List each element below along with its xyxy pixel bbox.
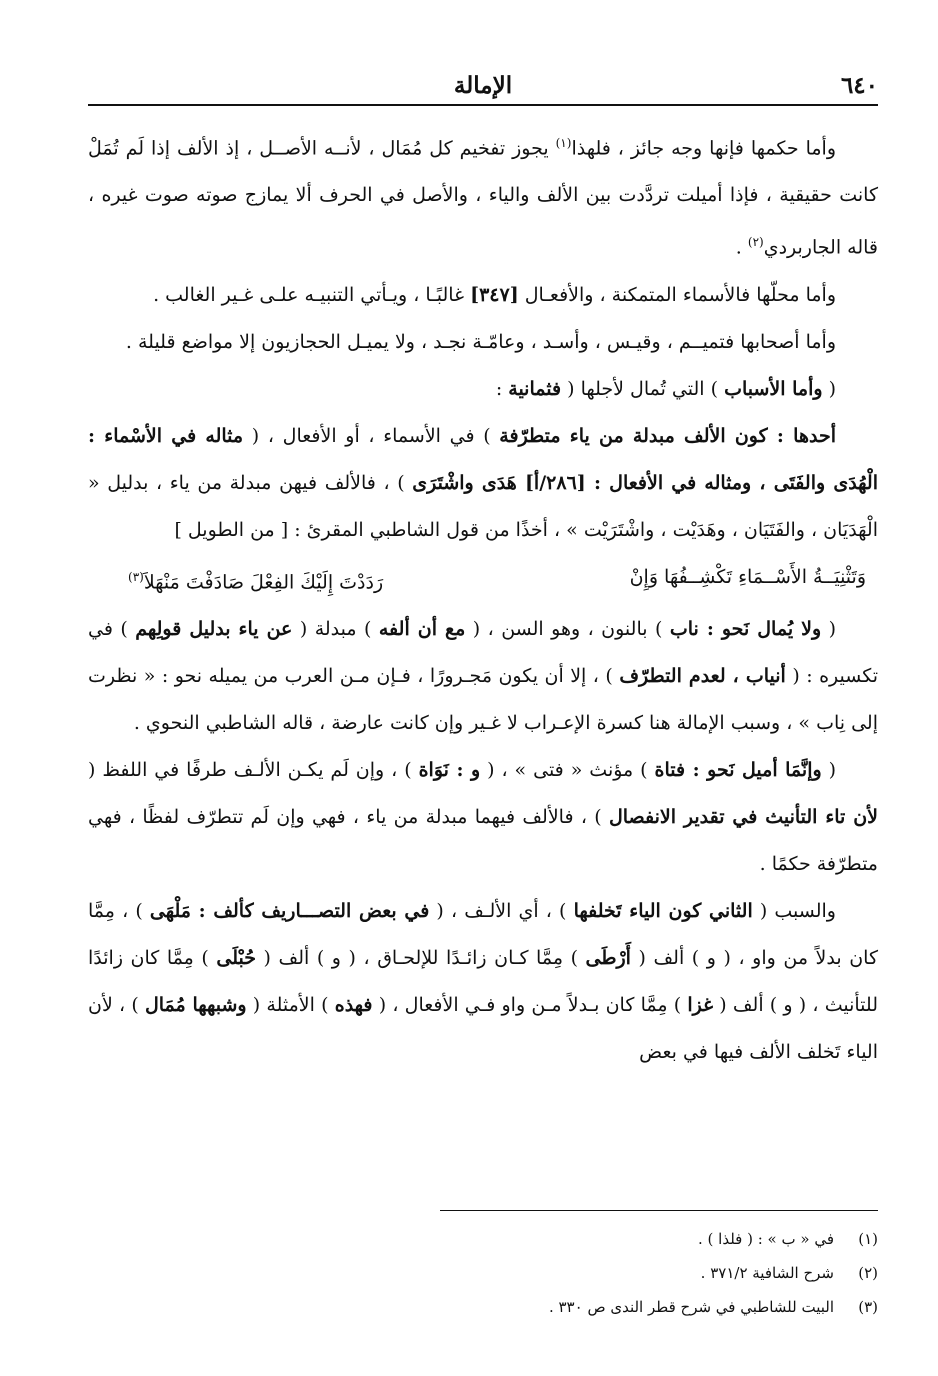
poem-hemistich-second — [128, 554, 383, 606]
poem-hemistich-first: وَتَثْنِيَــةُ الأَسْــمَاءِ تَكْشِــفُهَا وَإِنْ — [629, 565, 866, 588]
text-segment: ) ، لأن الياء تَخلف الألف فيها في بعض — [88, 993, 878, 1063]
main-text — [88, 120, 878, 1076]
page-header — [88, 72, 878, 106]
text-segment: ولا يُمال نَحو : ناب — [669, 617, 822, 640]
text-segment: مع أن ألفه — [378, 617, 466, 640]
poem-hemistich-second-text: رَدَدْتَ إِلَيْكَ الفِعْلَ صَادَفْتَ مَنْهَلاَ — [143, 570, 384, 593]
text-segment: ) مؤنث « فتى » ، ( — [480, 758, 655, 781]
text-segment: ( — [821, 617, 837, 640]
text-segment: ( — [822, 377, 836, 400]
text-segment: وأما الأسباب — [724, 377, 823, 400]
footnotes — [88, 1222, 878, 1324]
text-segment: ) ، أي الألـف ، ( — [429, 899, 574, 922]
footnote-text: شرح الشافية ٣٧١/٢ . — [700, 1264, 834, 1282]
text-segment: ( — [821, 758, 837, 781]
text-segment: ) مِمَّا كـان زائـدًا للإلحـاق ، ( و ) ألف ( — [256, 946, 586, 969]
text-segment: غالبًـا ، ويـأتي التنبيـه علـى غـير الغالب . — [153, 283, 471, 306]
text-segment: و : نَوَاة — [418, 758, 481, 781]
text-segment: وأما أصحابها فتميــم ، وقيـس ، وأسـد ، وعامّـة نجـد ، ولا يميـل الحجازيون إلا مواضع قليلة . — [125, 330, 836, 353]
paragraph — [88, 120, 878, 272]
footnote-ref: (٣) — [128, 569, 144, 584]
text-segment: ) ، مِمَّا كان بدلاً من واو ، ( و ) ألف ( — [88, 899, 878, 969]
footnote-number: (١) — [858, 1230, 878, 1248]
footnote-number: (٢) — [858, 1264, 878, 1282]
text-segment: حُبْلَى — [216, 946, 256, 969]
text-segment: [٣٤٧] — [470, 283, 519, 306]
paragraphs-after-poem — [88, 606, 878, 1076]
paragraph — [88, 272, 878, 319]
paragraph — [88, 747, 878, 888]
text-segment: : — [495, 377, 509, 400]
text-segment: الثاني كون الياء تَخلفها — [573, 899, 753, 922]
text-segment: لأن تاء التأنيث في تقدير الانفصال — [608, 805, 878, 828]
text-segment: ) ، وإن لَم يكـن الألـف طرفًا في اللفظ ( — [88, 758, 419, 781]
text-segment: أحدها : كون الألف مبدلة من ياء متطرّفة — [499, 424, 836, 447]
text-segment: ) في الأسماء ، أو الأفعال ، ( — [243, 424, 500, 447]
text-segment: وشبهها مُمَال — [144, 993, 247, 1016]
footnote-text: في « ب » : ( فلذا ) . — [698, 1230, 834, 1248]
text-segment: وأما محلّها فالأسماء المتمكنة ، والأفعـال — [518, 283, 836, 306]
header-divider — [88, 104, 878, 106]
text-segment: ) التي تُمال لأجلها ( — [561, 377, 725, 400]
footnote-text: البيت للشاطبي في شرح قطر الندى ص ٣٣٠ . — [548, 1298, 834, 1316]
paragraph — [88, 319, 878, 366]
footnote-number: (٣) — [858, 1298, 878, 1316]
text-segment: ) بالنون ، وهو السن ، ( — [465, 617, 670, 640]
text-segment: ) ، فالألف فيهما مبدلة من ياء ، فهي وإن لَم تتطرّف لفظًا ، فهي متطرّفة حكمًا . — [88, 805, 878, 875]
text-segment: يجوز تفخيم كل مُمَال ، لأنــه الأصــل ، إذ الألف إذا لَم تُمَلْ كانت حقيقية ، فإذا أميلت تردَّدت بين الألف والياء ، والأصل في الحرف ألا يمازج صوته صوت غيره ، قاله الجاربردي — [88, 137, 878, 259]
text-segment: عن ياء بدليل قولِهم — [135, 617, 293, 640]
footnote — [88, 1222, 878, 1256]
paragraphs-before-poem — [88, 120, 878, 554]
footnote-ref: (٢) — [747, 235, 764, 250]
text-segment: أَرْطَى — [585, 946, 631, 969]
text-segment: مثاله في الأسْماء : الْهُدَى والفَتَى ، ومثاله في الأفعال : [٢٨٦/أ] هَدَى واشْتَرَى — [88, 424, 879, 494]
page-number: ٦٤٠ — [840, 72, 878, 99]
poem-verse — [88, 554, 878, 606]
text-segment: ) مِمَّا كان بـدلاً مـن واو فـي الأفعال ، ( — [372, 993, 688, 1016]
text-segment: والسبب ( — [752, 899, 836, 922]
footnote — [88, 1290, 878, 1324]
text-segment: فهذه — [334, 993, 373, 1016]
footnote-divider — [440, 1210, 878, 1211]
text-segment: ) ، إلا أن يكون مَجـرورًا ، فـإن مـن العرب من يميله نحو : « نظرت إلى نِاب » ، وسبب الإمالة هنا كسرة الإعـراب لا غـير وإن كانت عارضة ، قاله الشاطبي النحوي . — [88, 664, 878, 734]
text-segment: ) في تكسيره : ( — [88, 617, 878, 687]
text-segment: ) مبدلة ( — [292, 617, 379, 640]
text-segment: أنياب ، لعدم التطرّف — [619, 664, 786, 687]
text-segment: . — [735, 236, 748, 259]
text-segment: في بعض التصـــاريف كألف : مَلْهَى — [149, 899, 430, 922]
footnote-ref: (١) — [555, 136, 572, 150]
footnote — [88, 1256, 878, 1290]
paragraph — [88, 606, 878, 747]
text-segment: فثمانية — [508, 377, 562, 400]
text-segment: ) ، فالألف فيهن مبدلة من ياء ، بدليل « الْهَدَيَان ، والفَتَيَان ، وهَدَيْت ، واشْتَرَيْت » ، أخذًا من قول الشاطبي المقرئ : [ من الطويل ] — [88, 471, 878, 541]
text-segment: وإنَّمَا أميل نَحو : فتاة — [654, 758, 822, 781]
text-segment: غزا — [687, 993, 714, 1016]
paragraph — [88, 888, 878, 1076]
text-segment: وأما حكمها فإنها وجه جائز ، فلهذا — [571, 137, 836, 160]
text-segment: ) مِمَّا كان زائدًا للتأنيث ، ( و ) ألف ( — [88, 946, 878, 1016]
text-segment: ) الأمثلة ( — [246, 993, 335, 1016]
paragraph — [88, 366, 878, 413]
running-title: الإمالة — [453, 72, 513, 99]
paragraph — [88, 413, 878, 554]
